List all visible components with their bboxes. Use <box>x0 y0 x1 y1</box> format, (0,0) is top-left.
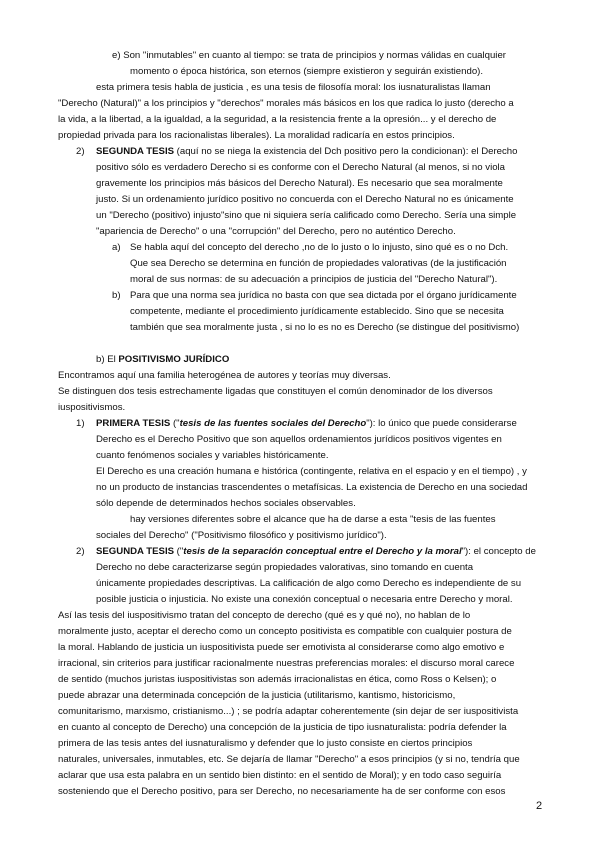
list-marker: 2) <box>76 546 85 557</box>
heading-rest: "): el concepto de <box>461 546 536 557</box>
paragraph-line: justo. Si un ordenamiento jurídico positivo no concuerda con el Derecho Natural no es únicamente <box>96 194 514 205</box>
list-marker: a) <box>112 242 121 253</box>
heading-line <box>96 416 517 431</box>
list-marker: 2) <box>76 146 85 157</box>
paragraph-line: competente, mediante el procedimiento jurídicamente establecido. Sino que se necesita <box>130 306 504 317</box>
paragraph-line: puede abrazar una determinada concepción de la justicia (utilitarismo, kantismo, historicismo, <box>58 690 456 701</box>
item-e-line-1: e) Son "inmutables" en cuanto al tiempo: se trata de principios y normas válidas en cualquier <box>112 50 506 61</box>
heading-line <box>96 144 517 159</box>
paragraph-line: posible justicia o injusticia. No existe una conexión conceptual o necesaria entre Derecho y moral. <box>96 594 513 605</box>
section-heading: SEGUNDA TESIS <box>96 146 175 157</box>
heading-rest: (" <box>174 546 184 557</box>
paragraph-line: primera de las tesis antes del iusnaturalismo y defender que lo justo consiste en ciertos principios <box>58 738 473 749</box>
paragraph-line: propiedad privada para los racionalistas liberales). La moralidad radicaría en estos principios. <box>58 130 455 141</box>
paragraph-line: El Derecho es una creación humana e histórica (contingente, relativa en el espacio y en el tiempo) , y <box>96 466 527 477</box>
paragraph-line: Derecho no debe caracterizarse según propiedades valorativas, sino tomando en cuenta <box>96 562 474 573</box>
paragraph-line: Que sea Derecho se determina en función de propiedades valorativas (de la justificación <box>130 258 507 269</box>
paragraph-line: en cuanto al concepto de Derecho) una concepción de la justicia de tipo iusnaturalista: podría defender la <box>58 722 507 733</box>
paragraph-line: positivo sólo es verdadero Derecho si es conforme con el Derecho Natural (al menos, si no viola <box>96 162 505 173</box>
paragraph-line: aclarar que usa esta palabra en un sentido bien distinto: en el sentido de Moral); y en todo caso seguiría <box>58 770 502 781</box>
paragraph-line: sociales del Derecho" ("Positivismo filosófico y positivismo jurídico"). <box>96 530 387 541</box>
paragraph-line: "Derecho (Natural)" a los principios y "derechos" morales más básicos en los que radica lo justo (derecho a <box>58 98 514 109</box>
paragraph-line: hay versiones diferentes sobre el alcance que ha de darse a esta "tesis de las fuentes <box>130 514 496 525</box>
paragraph-line: "apariencia de Derecho" o una "corrupción" del Derecho, pero no auténtico Derecho. <box>96 226 456 237</box>
paragraph-line: naturales, universales, inmutables, etc. Se dejaría de llamar "Derecho" a esos principios (y si no, tendría que <box>58 754 520 765</box>
paragraph-line: Así las tesis del iuspositivismo tratan del concepto de derecho (qué es y qué no), no hablan de lo <box>58 610 471 621</box>
paragraph-line: Se distinguen dos tesis estrechamente ligadas que constituyen el común denominador de los diversos <box>58 386 493 397</box>
section-heading: SEGUNDA TESIS <box>96 546 175 557</box>
paragraph-line: no un producto de instancias trascendentes o metafísicas. La existencia de Derecho en una sociedad <box>96 482 528 493</box>
section-prefix: b) El <box>96 354 119 365</box>
list-marker: b) <box>112 290 121 301</box>
paragraph-line: Encontramos aquí una familia heterogénea de autores y teorías muy diversas. <box>58 370 391 381</box>
paragraph-line: moral de sus normas: de su adecuación a principios de justicia del "Derecho Natural"). <box>130 274 498 285</box>
heading-line <box>96 544 536 559</box>
paragraph-line: también que sea moralmente justa , si no lo es no es Derecho (se distingue del positivismo) <box>130 322 520 333</box>
paragraph-line: comunitarismo, marxismo, cristianismo...) ; se podría adaptar coherentemente (sin dejar de ser iuspositivista <box>58 706 519 717</box>
paragraph-line: irracional, sin criterios para justificar racionalmente nuestras preferencias morales: el discurso moral carece <box>58 658 515 669</box>
section-heading: POSITIVISMO JURÍDICO <box>118 354 230 365</box>
paragraph-line: cuanto fenómenos sociales y variables históricamente. <box>96 450 329 461</box>
section-title <box>96 352 229 367</box>
paragraph-line: la vida, a la libertad, a la igualdad, a la seguridad, a la resistencia frente a la opresión... y el derecho de <box>58 114 497 125</box>
section-heading: PRIMERA TESIS <box>96 418 171 429</box>
paragraph-line: la moral. Hablando de justicia un iuspositivista puede ser emotivista al considerarse como algo emotivo e <box>58 642 505 653</box>
paragraph-line: sosteniendo que el Derecho positivo, para ser Derecho, no necesariamente ha de ser conforme con esos <box>58 786 506 797</box>
list-marker: 1) <box>76 418 85 429</box>
paragraph-line: Se habla aquí del concepto del derecho ,no de lo justo o lo injusto, sino qué es o no Dch. <box>130 242 509 253</box>
paragraph-line: Derecho es el Derecho Positivo que son aquellos ordenamientos jurídicos positivos vigentes en <box>96 434 502 445</box>
paragraph-line: únicamente propiedades descriptivas. La calificación de algo como Derecho es independiente de su <box>96 578 522 589</box>
thesis-name: tesis de las fuentes sociales del Derecho <box>179 418 367 429</box>
paragraph-line: de sentido (muchos juristas iuspositivistas son además irracionalistas en ética, como Ross o Kelsen); o <box>58 674 497 685</box>
item-e-line-2: momento o época histórica, son eternos (siempre existieron y seguirán existiendo). <box>130 66 484 77</box>
paragraph-line: un "Derecho (positivo) injusto"sino que ni siquiera sería calificado como Derecho. Sería una simple <box>96 210 517 221</box>
paragraph-line: Para que una norma sea jurídica no basta con que sea dictada por el órgano jurídicamente <box>130 290 517 301</box>
thesis-name: tesis de la separación conceptual entre el Derecho y la moral <box>183 546 462 557</box>
heading-rest: (" <box>170 418 180 429</box>
paragraph-line: gravemente los principios más básicos del Derecho Natural). Es necesario que sea moralmente <box>96 178 503 189</box>
heading-rest: "): lo único que puede considerarse <box>366 418 517 429</box>
heading-rest: (aquí no se niega la existencia del Dch positivo pero la condicionan): el Derecho <box>174 146 518 157</box>
paragraph-line: sólo depende de determinados hechos sociales observables. <box>96 498 356 509</box>
paragraph-line: moralmente justo, aceptar el derecho como un concepto positivista es compatible con cualquier postura de <box>58 626 512 637</box>
paragraph-line: esta primera tesis habla de justicia , es una tesis de filosofía moral: los iusnaturalistas llaman <box>96 82 491 93</box>
page-number: 2 <box>536 800 543 812</box>
paragraph-line: iuspositivismos. <box>58 402 126 413</box>
